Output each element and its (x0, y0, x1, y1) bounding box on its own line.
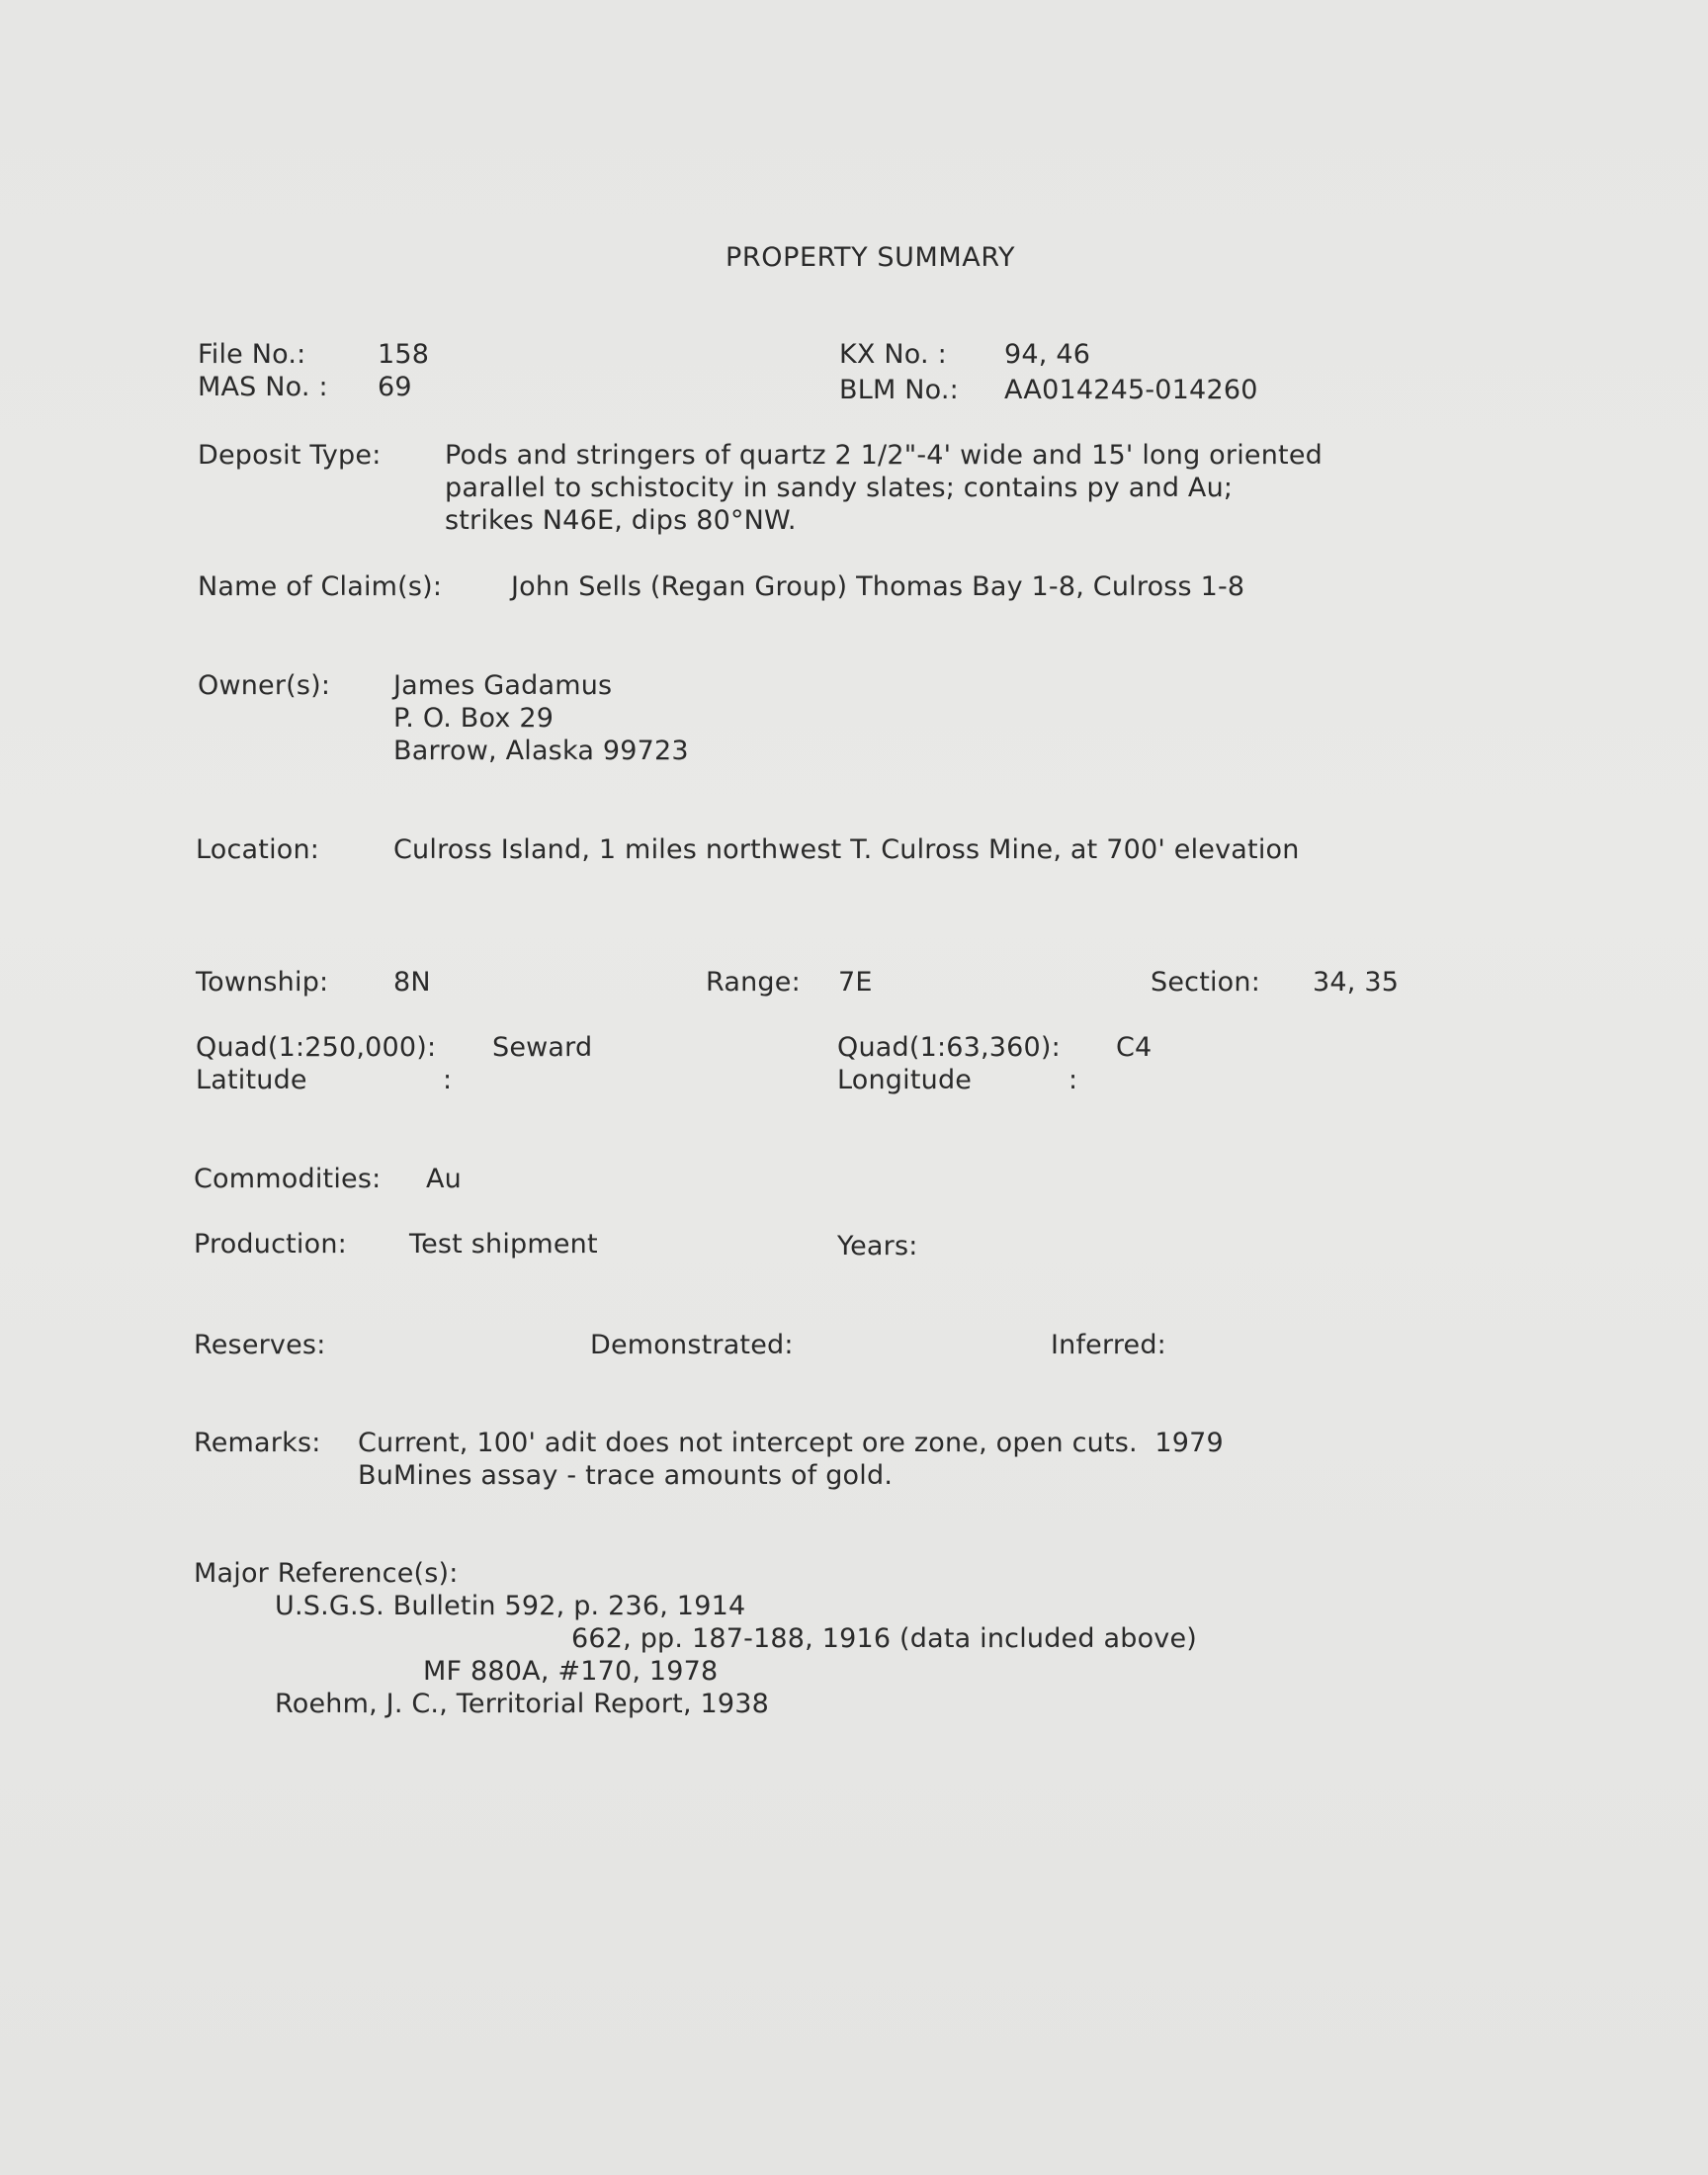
longitude-sep: : (1068, 1065, 1078, 1095)
range-value: 7E (838, 967, 873, 998)
longitude-label: Longitude (837, 1065, 973, 1095)
deposit-type-label: Deposit Type: (198, 440, 382, 471)
page-title: PROPERTY SUMMARY (726, 242, 1016, 273)
references-label: Major Reference(s): (194, 1558, 459, 1589)
mas-no-value: 69 (378, 372, 412, 402)
file-no-label: File No.: (198, 339, 306, 370)
production-label: Production: (194, 1229, 347, 1260)
township-value: 8N (393, 967, 431, 998)
quad-250-label: Quad(1:250,000): (196, 1032, 437, 1063)
demonstrated-label: Demonstrated: (590, 1330, 794, 1360)
quad-63-value: C4 (1116, 1032, 1153, 1063)
deposit-type-line-2: parallel to schistocity in sandy slates; contains py and Au; (445, 473, 1234, 503)
location-value: Culross Island, 1 miles northwest T. Culross Mine, at 700' elevation (393, 834, 1300, 865)
file-no-value: 158 (378, 339, 430, 370)
inferred-label: Inferred: (1051, 1330, 1166, 1360)
range-label: Range: (706, 967, 801, 998)
remarks-line-2: BuMines assay - trace amounts of gold. (358, 1460, 894, 1491)
kx-no-value: 94, 46 (1004, 339, 1091, 370)
owner-line-3: Barrow, Alaska 99723 (393, 736, 689, 766)
section-value: 34, 35 (1313, 967, 1400, 998)
kx-no-label: KX No. : (839, 339, 947, 370)
location-label: Location: (196, 834, 320, 865)
reference-line-2: 662, pp. 187-188, 1916 (data included above) (571, 1623, 1198, 1654)
remarks-line-1: Current, 100' adit does not intercept ore zone, open cuts. 1979 (358, 1428, 1224, 1458)
blm-no-value: AA014245-014260 (1004, 375, 1258, 405)
reserves-label: Reserves: (194, 1330, 326, 1360)
mas-no-label: MAS No. : (198, 372, 328, 402)
blm-no-label: BLM No.: (839, 375, 959, 405)
production-value: Test shipment (409, 1229, 598, 1260)
deposit-type-line-1: Pods and stringers of quartz 2 1/2"-4' wide and 15' long oriented (445, 440, 1323, 471)
owner-label: Owner(s): (198, 670, 331, 701)
remarks-label: Remarks: (194, 1428, 321, 1458)
years-label: Years: (837, 1231, 918, 1262)
owner-line-1: James Gadamus (393, 670, 613, 701)
reference-line-1: U.S.G.S. Bulletin 592, p. 236, 1914 (275, 1591, 746, 1621)
deposit-type-line-3: strikes N46E, dips 80°NW. (445, 505, 797, 536)
claims-label: Name of Claim(s): (198, 571, 443, 602)
latitude-sep: : (443, 1065, 453, 1095)
section-label: Section: (1151, 967, 1261, 998)
latitude-label: Latitude (196, 1065, 307, 1095)
reference-line-4: Roehm, J. C., Territorial Report, 1938 (275, 1689, 770, 1719)
commodities-value: Au (426, 1164, 462, 1194)
owner-line-2: P. O. Box 29 (393, 703, 555, 734)
quad-250-value: Seward (492, 1032, 593, 1063)
quad-63-label: Quad(1:63,360): (837, 1032, 1061, 1063)
commodities-label: Commodities: (194, 1164, 382, 1194)
township-label: Township: (196, 967, 329, 998)
claims-value: John Sells (Regan Group) Thomas Bay 1-8, Culross 1-8 (511, 571, 1245, 602)
reference-line-3: MF 880A, #170, 1978 (423, 1656, 719, 1687)
